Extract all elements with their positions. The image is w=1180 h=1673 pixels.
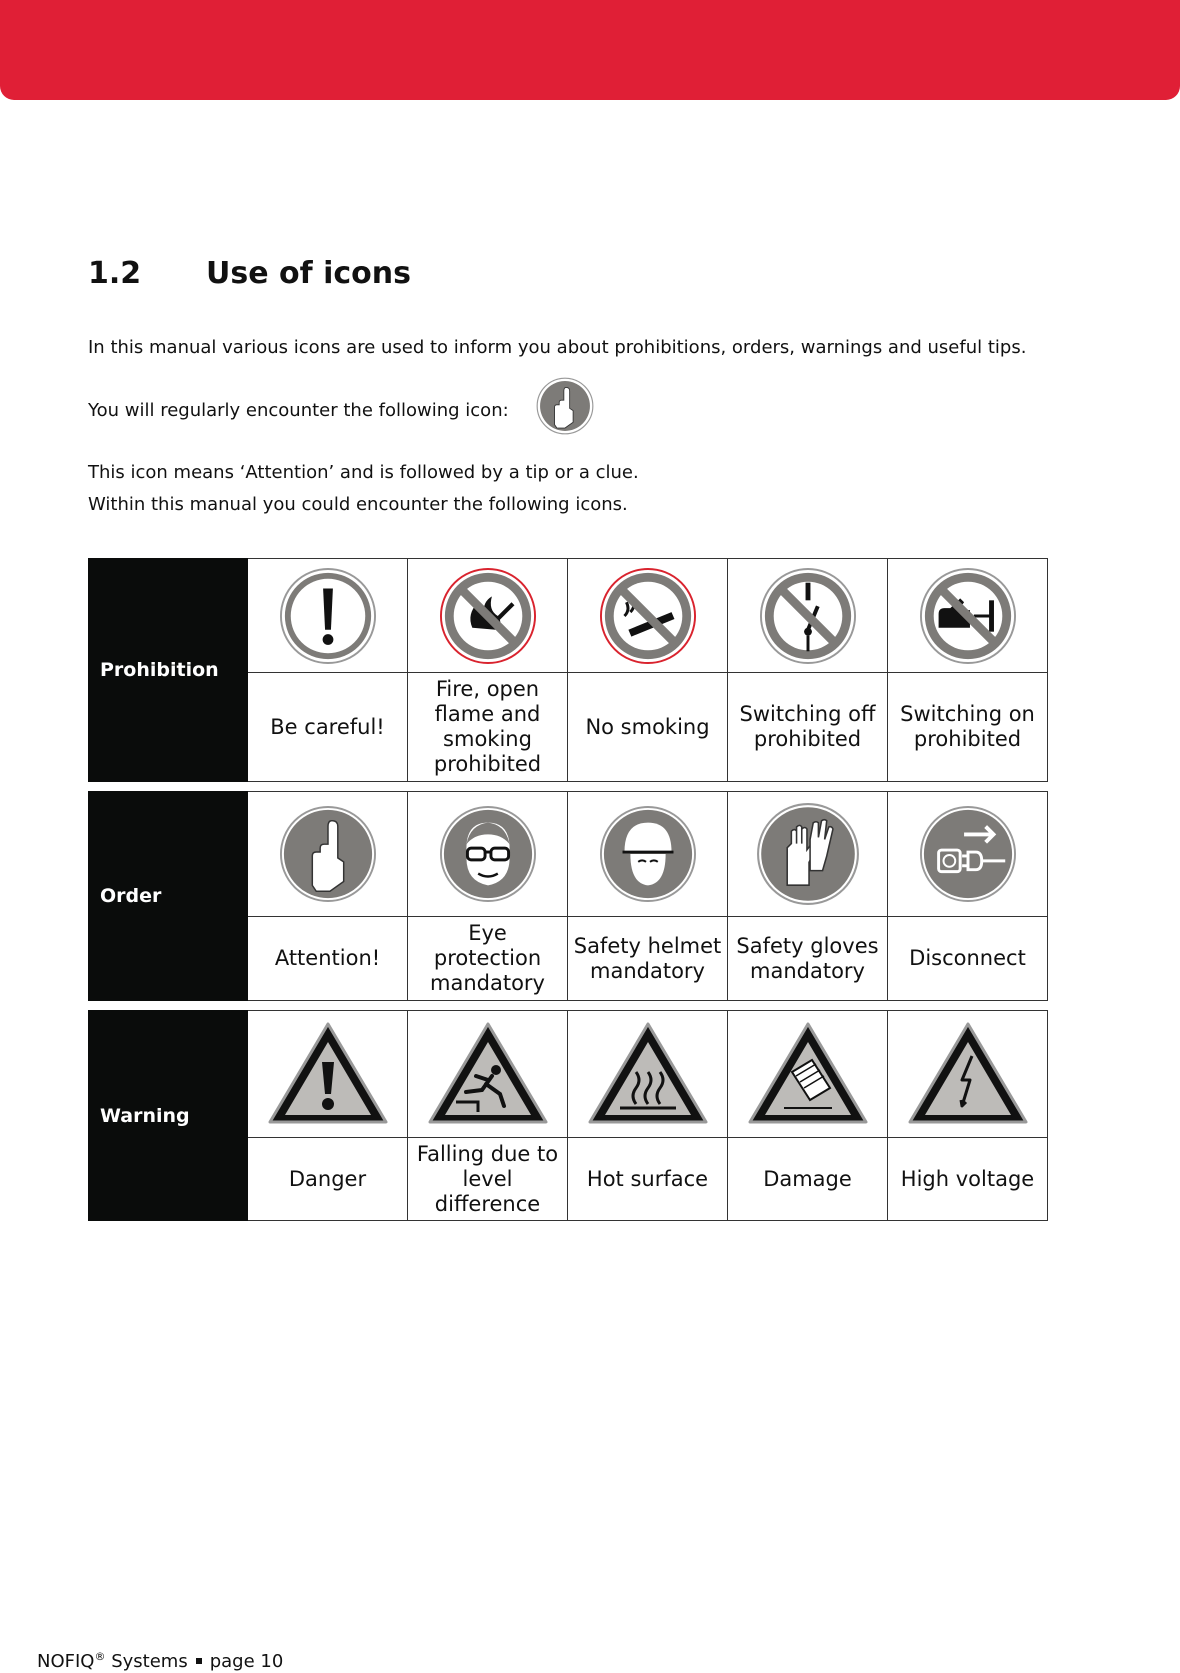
- hot-surface-icon: [586, 1020, 710, 1128]
- attention-paragraph: This icon means ‘Attention’ and is followed by a tip or a clue.: [88, 462, 639, 483]
- disconnect-plug-icon: [919, 805, 1017, 903]
- category-order: Order: [88, 791, 248, 1001]
- exclamation-icon: [279, 567, 377, 665]
- icon-label: Switching off prohibited: [728, 673, 888, 782]
- icon-label: High voltage: [888, 1138, 1048, 1221]
- header-band: [0, 0, 1180, 100]
- icon-cell: [408, 1010, 568, 1138]
- no-switching-off-icon: [759, 567, 857, 665]
- icon-label: Safety helmet mandatory: [568, 917, 728, 1001]
- intro-paragraph: In this manual various icons are used to inform you about prohibitions, orders, warnings and useful tips.: [88, 337, 1027, 358]
- icon-cell: [888, 791, 1048, 917]
- footer-product: Systems: [111, 1651, 188, 1672]
- no-switching-on-icon: [919, 567, 1017, 665]
- encounter-paragraph: You will regularly encounter the following icon:: [88, 400, 509, 421]
- icon-label: Eye protection mandatory: [408, 917, 568, 1001]
- icon-label: No smoking: [568, 673, 728, 782]
- section-number: 1.2: [88, 256, 142, 291]
- registered-mark: ®: [94, 1650, 106, 1663]
- icon-label: Be careful!: [248, 673, 408, 782]
- icon-cell: [248, 558, 408, 673]
- icon-cell: [728, 1010, 888, 1138]
- icon-label: Fire, open flame and smoking prohibited: [408, 673, 568, 782]
- icon-label: Switching on prohibited: [888, 673, 1048, 782]
- icon-cell: [568, 558, 728, 673]
- no-smoking-icon: [599, 567, 697, 665]
- bullet-separator: [196, 1658, 202, 1664]
- icon-label: Damage: [728, 1138, 888, 1221]
- safety-helmet-icon: [599, 805, 697, 903]
- icon-label: Danger: [248, 1138, 408, 1221]
- safety-gloves-icon: [756, 802, 860, 906]
- icon-cell: [568, 791, 728, 917]
- eye-protection-icon: [439, 805, 537, 903]
- icon-cell: [568, 1010, 728, 1138]
- icon-cell: [888, 558, 1048, 673]
- warning-section: [88, 1010, 1046, 1221]
- high-voltage-icon: [906, 1020, 1030, 1128]
- order-section: [88, 791, 1046, 1001]
- prohibition-section: [88, 558, 1046, 782]
- icon-cell: [248, 791, 408, 917]
- within-paragraph: Within this manual you could encounter the following icons.: [88, 494, 628, 515]
- icon-cell: [408, 791, 568, 917]
- category-prohibition: Prohibition: [88, 558, 248, 782]
- icon-label: Falling due to level difference: [408, 1138, 568, 1221]
- page-footer: [37, 1650, 283, 1672]
- page-number: page 10: [209, 1651, 284, 1672]
- danger-triangle-icon: [266, 1020, 390, 1128]
- icon-label: Disconnect: [888, 917, 1048, 1001]
- icon-cell: [408, 558, 568, 673]
- attention-inline-icon: [536, 377, 594, 435]
- icon-label: Safety gloves mandatory: [728, 917, 888, 1001]
- icon-label: Attention!: [248, 917, 408, 1001]
- icon-label: Hot surface: [568, 1138, 728, 1221]
- pointing-finger-icon: [279, 805, 377, 903]
- icon-cell: [728, 558, 888, 673]
- icon-cell: [888, 1010, 1048, 1138]
- section-heading: [88, 256, 411, 291]
- footer-brand: NOFIQ: [37, 1651, 95, 1672]
- icon-cell: [248, 1010, 408, 1138]
- damage-icon: [746, 1020, 870, 1128]
- section-title: Use of icons: [206, 256, 412, 291]
- category-warning: Warning: [88, 1010, 248, 1221]
- no-open-flame-icon: [439, 567, 537, 665]
- falling-person-icon: [426, 1020, 550, 1128]
- icon-cell: [728, 791, 888, 917]
